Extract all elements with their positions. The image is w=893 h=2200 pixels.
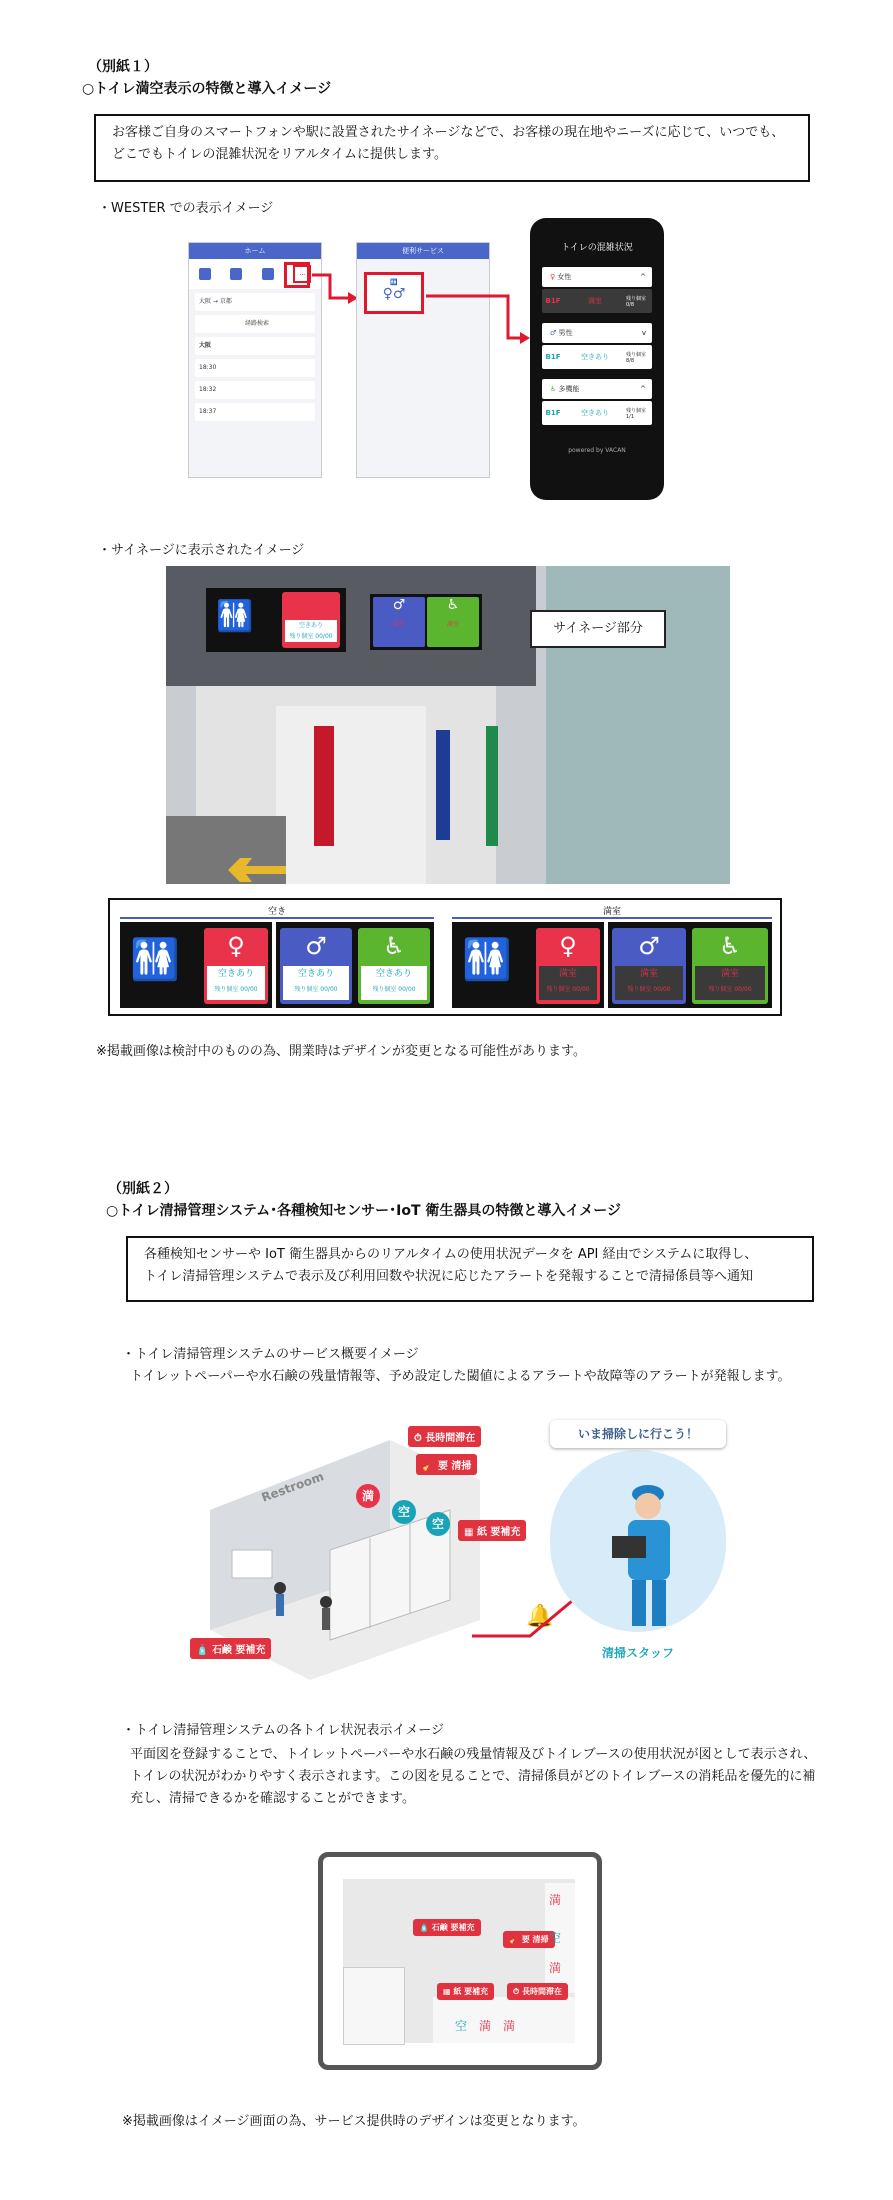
booth-status[interactable]: 空 bbox=[455, 2019, 468, 2033]
signage-main bbox=[206, 588, 346, 652]
wester-caption: ・WESTER での表示イメージ bbox=[98, 201, 274, 216]
restroom-sign: Restroom bbox=[259, 1469, 326, 1505]
floor-badge-long-stay[interactable]: ⏱ 長時間滞在 bbox=[507, 1983, 568, 2000]
female-icon: ♀ bbox=[559, 932, 577, 960]
broom-icon: 🧹 bbox=[422, 1461, 438, 1472]
floor-room bbox=[343, 1967, 405, 2045]
clock-icon: ⏱ bbox=[513, 1987, 523, 1996]
sheet2-intro-line2: トイレ清掃管理システムで表示及び利用回数や状況に応じたアラートを発報することで清掃係員等へ通知 bbox=[144, 1269, 754, 1284]
app-home-header: ホーム bbox=[189, 243, 321, 259]
sheet2-heading: ○トイレ清掃管理システム･各種検知センサー･IoT 衛生器具の特徴と導入イメージ bbox=[106, 1203, 621, 1219]
signage-female-tile: 空きあり 残り個室 00/00 bbox=[282, 592, 340, 648]
empty-tile-multi: ♿ 空きあり 残り個室 00/00 bbox=[358, 928, 430, 1004]
app-menu-icon[interactable] bbox=[199, 268, 211, 280]
app-menu-icon[interactable] bbox=[230, 268, 242, 280]
app-route-search[interactable]: 経路検索 bbox=[195, 315, 315, 333]
toilet-service-tile[interactable]: 🚻 ♀♂ bbox=[364, 272, 424, 314]
wheelchair-icon: ♿ bbox=[383, 932, 405, 960]
signage-caption: ・サイネージに表示されたイメージ bbox=[98, 543, 305, 558]
badge-long-stay: ⏱ 長時間滞在 bbox=[408, 1426, 481, 1447]
sheet1-label: （別紙１） bbox=[88, 59, 158, 75]
booth-status[interactable]: 満 bbox=[549, 1893, 562, 1907]
paper-icon: ▦ bbox=[443, 1987, 454, 1996]
empty-tile-female: ♀ 空きあり 残り個室 00/00 bbox=[204, 928, 268, 1004]
paper-icon: ▦ bbox=[464, 1527, 477, 1538]
phone-section-female[interactable]: ♀ 女性 ^ bbox=[542, 267, 652, 287]
status-text-line3: 充し、清掃できるかを確認することができます。 bbox=[130, 1791, 415, 1806]
multi-door bbox=[486, 726, 498, 846]
wheelchair-icon: ♿ bbox=[550, 385, 557, 393]
signage-multi-tile: ♿ 満室 bbox=[427, 597, 479, 647]
signage-sub bbox=[370, 594, 482, 650]
divider bbox=[120, 917, 434, 919]
phone-section-male[interactable]: ♂ 男性 v bbox=[542, 323, 652, 343]
soap-icon: 🧴 bbox=[196, 1645, 212, 1656]
booth-status[interactable]: 満 bbox=[549, 1961, 562, 1975]
female-door bbox=[314, 726, 334, 846]
speech-bubble: いま掃除しに行こう！ bbox=[550, 1420, 726, 1448]
empty-panel-sub bbox=[276, 922, 434, 1008]
cleaning-illustration bbox=[190, 1420, 730, 1680]
chevron-down-icon: v bbox=[641, 329, 646, 337]
sheet1-intro-line2: どこでもトイレの混雑状況をリアルタイムに提供します。 bbox=[112, 147, 448, 162]
signage-callout: サイネージ部分 bbox=[530, 610, 666, 648]
full-group-label: 満室 bbox=[602, 907, 621, 917]
booth-status[interactable]: 空 bbox=[549, 1931, 562, 1945]
mark-empty: 空 bbox=[426, 1512, 450, 1536]
full-tile-male: ♂ 満室 残り個室 00/00 bbox=[612, 928, 686, 1004]
empty-tile-male: ♂ 空きあり 残り個室 00/00 bbox=[280, 928, 352, 1004]
booth-status[interactable]: 満 bbox=[503, 2019, 516, 2033]
staff-figure bbox=[600, 1480, 690, 1630]
arrow-icon bbox=[226, 856, 286, 884]
sheet2-label: （別紙２） bbox=[108, 1181, 178, 1197]
app-service-header: 便利サービス bbox=[357, 243, 489, 259]
badge-soap: 🧴 石鹸 要補充 bbox=[190, 1638, 271, 1659]
more-icon[interactable]: … bbox=[293, 265, 311, 283]
restroom-icon: 🚻 bbox=[216, 599, 254, 634]
app-train-time[interactable]: 18:37 bbox=[195, 403, 315, 421]
app-train-time[interactable]: 18:30 bbox=[195, 359, 315, 377]
full-panel-main bbox=[452, 922, 604, 1008]
phone-mockup bbox=[530, 218, 664, 500]
signage-detail-box bbox=[108, 898, 782, 1016]
alarm-icon: 🔔 bbox=[526, 1604, 554, 1629]
corridor-back bbox=[276, 706, 426, 884]
female-icon: ♀ bbox=[227, 932, 245, 960]
phone-section-multi[interactable]: ♿ 多機能 ^ bbox=[542, 379, 652, 399]
badge-cleaning: 🧹 要 清掃 bbox=[416, 1454, 477, 1475]
male-door bbox=[436, 730, 450, 840]
app-menu-icon[interactable] bbox=[262, 268, 274, 280]
booth-status[interactable]: 満 bbox=[479, 2019, 492, 2033]
staff-label: 清掃スタッフ bbox=[601, 1646, 674, 1660]
overview-caption: ・トイレ清掃管理システムのサービス概要イメージ bbox=[122, 1347, 419, 1362]
restroom-icon: 🚻 bbox=[462, 937, 512, 983]
sheet2-intro-line1: 各種検知センサーや IoT 衛生器具からのリアルタイムの使用状況データを API 経由でシステムに取得し、 bbox=[144, 1247, 758, 1262]
signage-male-tile: ♂ 満室 bbox=[373, 597, 425, 647]
sheet1-intro-line1: お客様ご自身のスマートフォンや駅に設置されたサイネージなどで、お客様の現在地やニーズに応じて、いつでも、 bbox=[112, 125, 785, 140]
phone-status-male: B1F 空きあり 残り個室 8/8 bbox=[542, 345, 652, 369]
floor-badge-paper[interactable]: ▦ 紙 要補充 bbox=[437, 1983, 494, 2000]
mark-full: 満 bbox=[356, 1484, 380, 1508]
sheet2-intro-box bbox=[126, 1236, 814, 1302]
sheet2-note: ※掲載画像はイメージ画面の為、サービス提供時のデザインは変更となります。 bbox=[122, 2114, 586, 2129]
app-route-from[interactable]: 大阪 → 京都 bbox=[195, 293, 315, 311]
broom-icon: 🧹 bbox=[509, 1935, 522, 1944]
status-text-line2: トイレの状況がわかりやすく表示されます。この図を見ることで、清掃係員がどのトイレブースの消耗品を優先的に補 bbox=[130, 1769, 816, 1784]
male-icon: ♂ bbox=[392, 597, 406, 613]
phone-status-multi: B1F 空きあり 残り個室 1/1 bbox=[542, 401, 652, 425]
wheelchair-icon: ♿ bbox=[446, 597, 460, 613]
app-train-time[interactable]: 18:32 bbox=[195, 381, 315, 399]
sheet1-note: ※掲載画像は検討中のものの為、開業時はデザインが変更となる可能性があります。 bbox=[96, 1044, 586, 1059]
full-tile-multi: ♿ 満室 残り個室 00/00 bbox=[692, 928, 768, 1004]
highlight-more-button bbox=[284, 262, 310, 288]
arrow-icon bbox=[310, 270, 360, 310]
overview-text: トイレットペーパーや水石鹸の残量情報等、予め設定した閾値によるアラートや故障等のアラートが発報します。 bbox=[130, 1369, 791, 1384]
phone-title: トイレの混雑状況 bbox=[561, 243, 633, 253]
app-station: 大阪 bbox=[195, 337, 315, 355]
arrow-icon bbox=[424, 290, 534, 350]
phone-status-female: B1F 満室 残り個室 0/8 bbox=[542, 289, 652, 313]
clock-icon: ⏱ bbox=[414, 1433, 426, 1444]
signage-photo bbox=[166, 566, 730, 884]
status-text-line1: 平面図を登録することで、トイレットペーパーや水石鹸の残量情報及びトイレブースの使用状況が図として表示され、 bbox=[130, 1747, 817, 1762]
divider bbox=[452, 917, 772, 919]
female-icon: ♀ bbox=[550, 273, 556, 281]
tablet-floorplan bbox=[318, 1852, 602, 2070]
chevron-up-icon: ^ bbox=[640, 273, 646, 281]
status-caption: ・トイレ清掃管理システムの各トイレ状況表示イメージ bbox=[122, 1723, 445, 1738]
soap-icon: 🧴 bbox=[419, 1923, 432, 1932]
sheet1-intro-box bbox=[94, 114, 810, 182]
empty-group-label: 空き bbox=[267, 907, 286, 917]
full-tile-female: ♀ 満室 残り個室 00/00 bbox=[536, 928, 600, 1004]
badge-paper: ▦ 紙 要補充 bbox=[458, 1520, 526, 1541]
floor-badge-soap[interactable]: 🧴 石鹸 要補充 bbox=[413, 1919, 481, 1936]
male-icon: ♂ bbox=[638, 932, 660, 960]
chevron-up-icon: ^ bbox=[640, 385, 646, 393]
phone-footer: powered by VACAN bbox=[568, 447, 626, 454]
male-icon: ♂ bbox=[550, 329, 557, 337]
male-icon: ♂ bbox=[305, 932, 327, 960]
mark-empty: 空 bbox=[392, 1500, 416, 1524]
wheelchair-icon: ♿ bbox=[719, 932, 741, 960]
sheet1-heading: ○トイレ満空表示の特徴と導入イメージ bbox=[82, 81, 332, 97]
restroom-icon: 🚻 bbox=[130, 937, 180, 983]
empty-panel-main bbox=[120, 922, 272, 1008]
full-panel-sub bbox=[608, 922, 772, 1008]
toilet-icon: ♀♂ bbox=[382, 286, 406, 302]
floor-badge-cleaning[interactable]: 🧹 要 清掃 bbox=[503, 1931, 555, 1948]
